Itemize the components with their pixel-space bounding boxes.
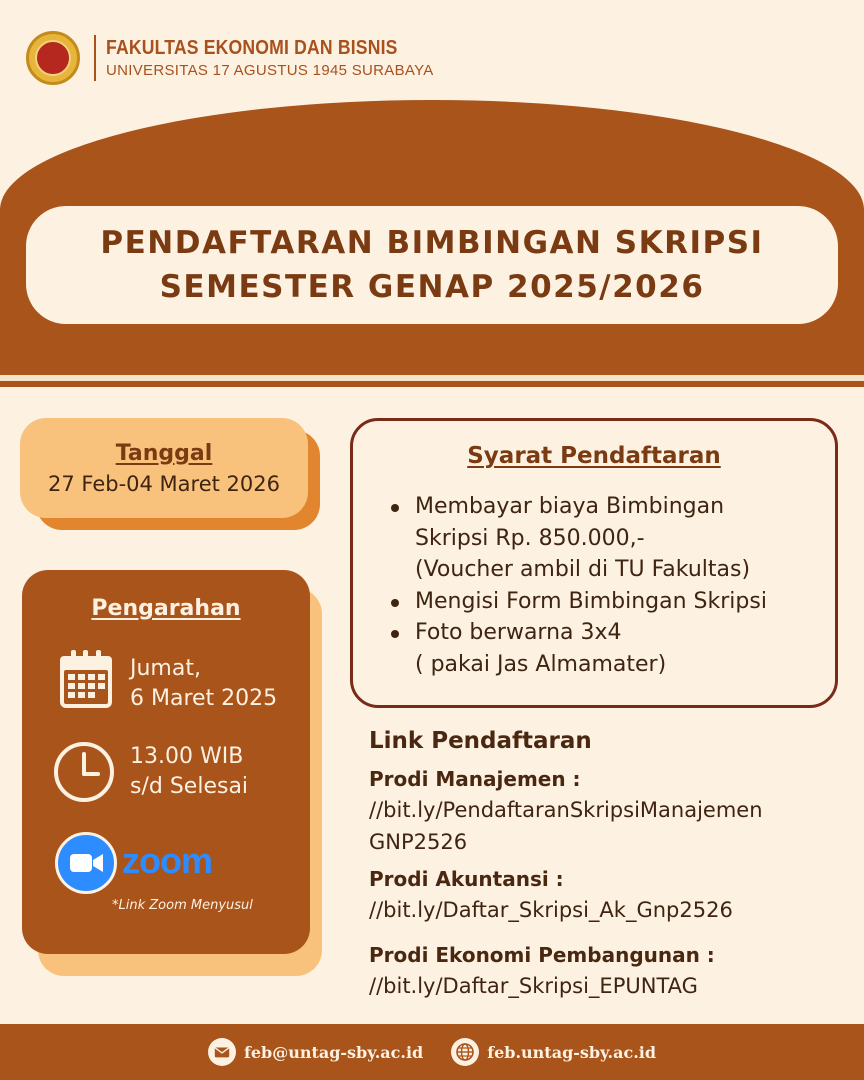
list-item xyxy=(389,491,829,586)
email-address[interactable]: feb@untag-sby.ac.id xyxy=(243,1042,424,1062)
pengarahan-date xyxy=(130,654,277,714)
zoom-camera-icon xyxy=(55,832,117,894)
pengarahan-time xyxy=(130,742,248,802)
list-item xyxy=(389,617,829,680)
list-item xyxy=(389,586,829,618)
prodi-akuntansi-label: Prodi Akuntansi : xyxy=(369,867,564,891)
registration-links xyxy=(369,726,839,1002)
syarat-list xyxy=(389,491,829,680)
calendar-icon xyxy=(58,648,114,710)
pengarahan-until: s/d Selesai xyxy=(130,774,249,799)
prodi-manajemen-label: Prodi Manajemen : xyxy=(369,767,581,791)
faculty-name: FAKULTAS EKONOMI DAN BISNIS xyxy=(106,37,398,59)
footer-email[interactable] xyxy=(208,1038,423,1066)
pengarahan-day: Jumat, xyxy=(130,656,201,681)
prodi-ekonomi-pembangunan-link[interactable]: //bit.ly/Daftar_Skripsi_EPUNTAG xyxy=(369,974,698,998)
pengarahan-date-value: 6 Maret 2025 xyxy=(130,686,278,711)
prodi-ekonomi-pembangunan-label: Prodi Ekonomi Pembangunan : xyxy=(369,943,715,967)
list-item-line: Foto berwarna 3x4 xyxy=(415,620,622,645)
list-item-line: Membayar biaya Bimbingan xyxy=(415,494,725,519)
university-name: UNIVERSITAS 17 AGUSTUS 1945 SURABAYA xyxy=(106,62,434,79)
tanggal-card xyxy=(20,418,308,518)
page-title-line-1: PENDAFTARAN BIMBINGAN SKRIPSI xyxy=(100,225,764,261)
pengarahan-label: Pengarahan xyxy=(91,596,241,621)
prodi-akuntansi-link[interactable]: //bit.ly/Daftar_Skripsi_Ak_Gnp2526 xyxy=(369,898,733,922)
tanggal-value: 27 Feb-04 Maret 2026 xyxy=(48,471,280,496)
syarat-box xyxy=(350,418,838,708)
list-item-line: Skripsi Rp. 850.000,- xyxy=(415,525,645,551)
footer-website[interactable] xyxy=(451,1038,656,1066)
globe-icon xyxy=(451,1038,479,1066)
pengarahan-card xyxy=(22,570,310,954)
university-seal-icon xyxy=(26,31,80,85)
list-item-line: ( pakai Jas Almamater) xyxy=(415,651,667,677)
header-text xyxy=(106,37,437,79)
prodi-manajemen-link[interactable] xyxy=(369,794,839,858)
page-title-line-2: SEMESTER GENAP 2025/2026 xyxy=(159,269,705,305)
link-line[interactable]: GNP2526 xyxy=(369,830,468,854)
website-address[interactable]: feb.untag-sby.ac.id xyxy=(487,1042,657,1062)
pengarahan-time-value: 13.00 WIB xyxy=(130,744,244,769)
email-icon xyxy=(208,1038,236,1066)
title-pill xyxy=(26,206,838,324)
syarat-title: Syarat Pendaftaran xyxy=(467,443,721,469)
link-line[interactable]: //bit.ly/PendaftaranSkripsiManajemen xyxy=(369,798,763,822)
band-stripe xyxy=(0,381,864,387)
clock-icon xyxy=(52,740,116,804)
header-divider xyxy=(94,35,96,81)
header xyxy=(26,28,437,88)
list-item-line: Mengisi Form Bimbingan Skripsi xyxy=(415,588,767,614)
zoom-logo-text: zoom xyxy=(122,840,212,881)
list-item-line: (Voucher ambil di TU Fakultas) xyxy=(415,557,751,582)
links-title: Link Pendaftaran xyxy=(369,728,592,754)
zoom-note: *Link Zoom Menyusul xyxy=(112,898,253,913)
tanggal-label: Tanggal xyxy=(115,440,213,466)
footer xyxy=(0,1024,864,1080)
